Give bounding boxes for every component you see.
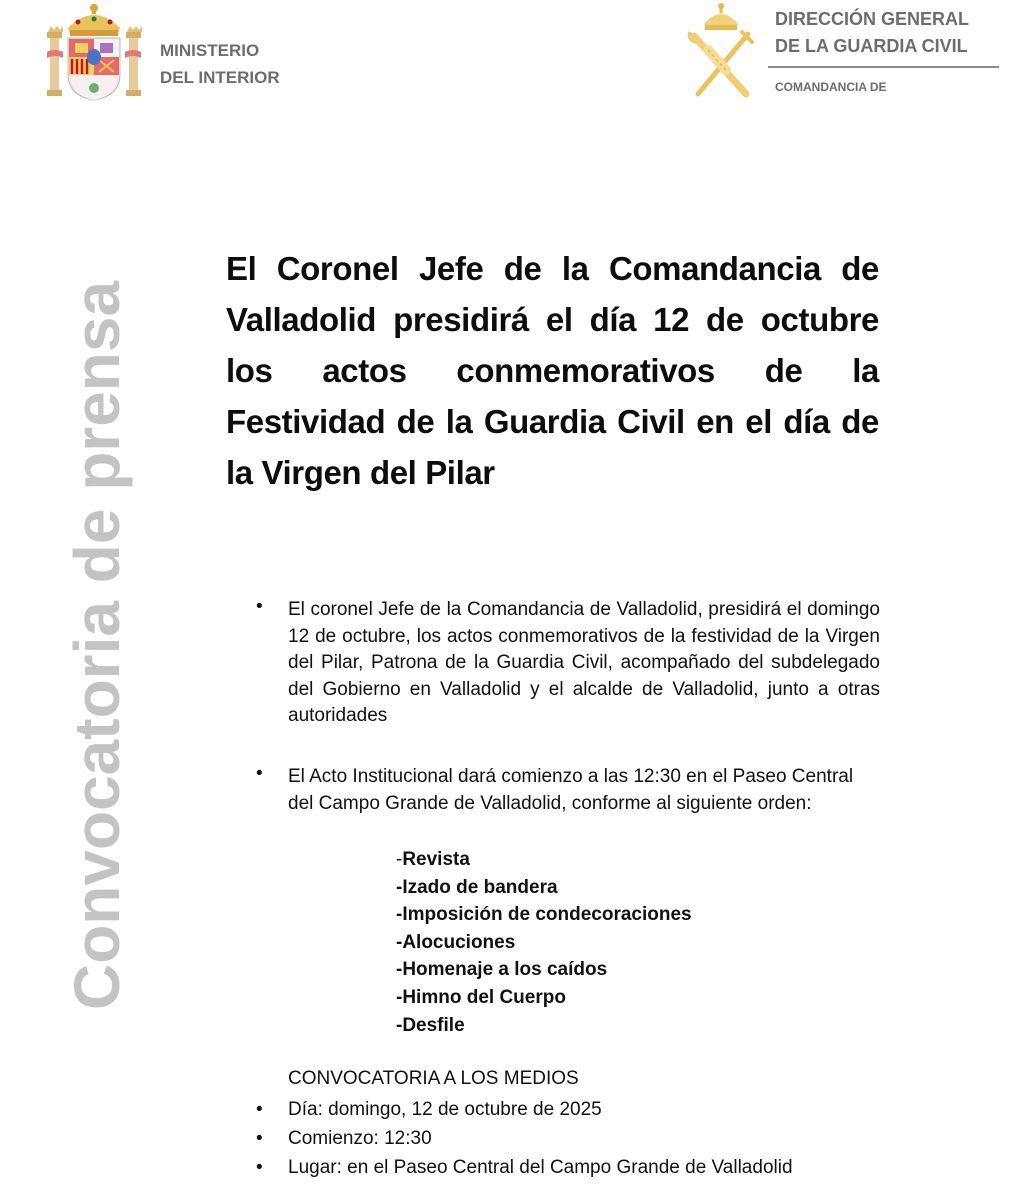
ministry-name [160,37,280,91]
bullet-icon: • [256,596,263,617]
list-item [396,846,692,874]
headline: El Coronel Jefe de la Comandancia de Valladolid presidirá el día 12 de octubre los actos conmemorativos de la Festividad de la Guardia Civil en el día de la Virgen del Pilar [226,250,879,491]
side-title: Convocatoria de prensa [61,280,133,1010]
header-divider [768,66,999,68]
order-prefix: - [396,849,403,870]
order-list [396,846,692,1039]
list-item [396,874,692,902]
media-item-time: Comienzo: 12:30 [288,1128,432,1149]
order-item: Alocuciones [402,931,516,953]
guardia-civil-emblem-icon [686,2,756,100]
order-item: Homenaje a los caídos [402,959,608,981]
list-item [396,901,692,929]
ministry-line-1: MINISTERIO [160,41,260,60]
bullet-icon: • [256,1099,263,1120]
order-prefix: - [396,931,403,953]
order-prefix: - [396,959,403,981]
spain-coat-of-arms-icon [44,2,144,104]
bullet-icon: • [256,1157,263,1178]
list-item [396,1012,692,1040]
gc-title-line-1: DIRECCIÓN GENERAL [775,9,970,29]
bullet-icon: • [256,1128,263,1149]
comandancia-subtitle: COMANDANCIA DE [775,80,887,94]
list-item [396,929,692,957]
media-item-place: Lugar: en el Paseo Central del Campo Grande de Valladolid [288,1157,793,1178]
order-prefix: - [396,876,403,898]
order-prefix: - [396,904,403,926]
order-prefix: - [396,1014,403,1036]
order-item: Himno del Cuerpo [402,986,566,1008]
media-item-date: Día: domingo, 12 de octubre de 2025 [288,1099,602,1120]
paragraph-2: El Acto Institucional dará comienzo a las 12:30 en el Paseo Central del Campo Grande de Valladolid, conforme al siguiente orden: [288,766,854,814]
media-heading: CONVOCATORIA A LOS MEDIOS [288,1068,579,1089]
order-item: Izado de bandera [402,876,558,898]
bullet-icon: • [256,763,263,784]
list-item [396,984,692,1012]
guardia-civil-title [775,6,999,60]
order-item: Desfile [402,1014,465,1036]
order-item: Revista [402,849,470,870]
paragraph-1: El coronel Jefe de la Comandancia de Valladolid, presidirá el domingo 12 de octubre, los actos conmemorativos de la festividad de la Virgen del Pilar, Patrona de la Guardia Civil, acompañado del subdelegado del Gobierno en Valladolid y el alcalde de Valladolid, junto a otras autoridades [288,599,880,726]
order-prefix: - [396,986,403,1008]
list-item [396,956,692,984]
ministry-line-2: DEL INTERIOR [160,68,280,87]
gc-title-line-2: DE LA GUARDIA CIVIL [775,36,968,56]
order-item: Imposición de condecoraciones [402,904,692,926]
